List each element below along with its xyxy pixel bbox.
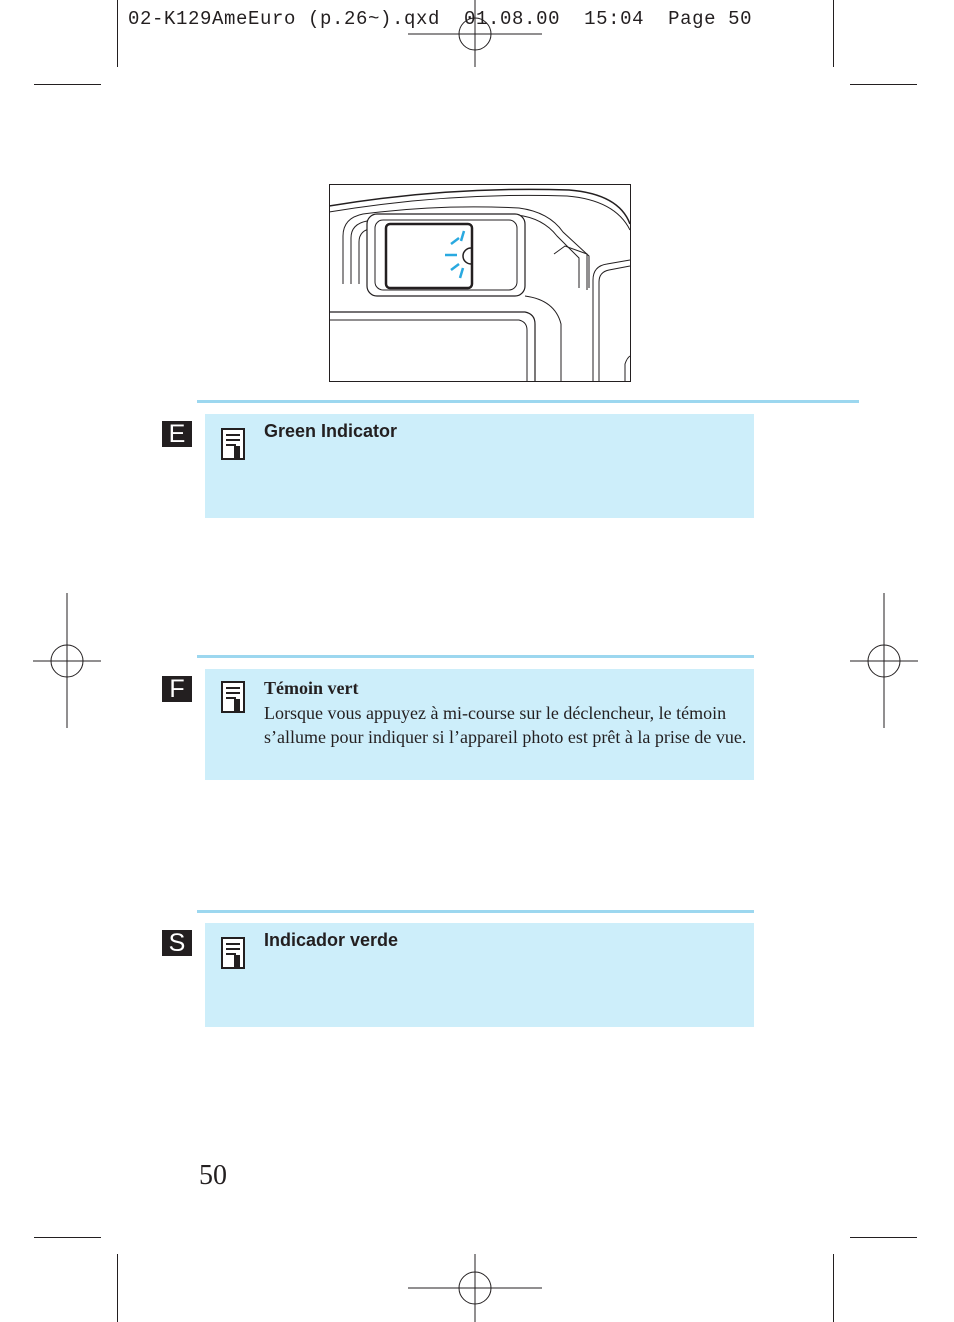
crop-mark <box>34 84 101 85</box>
language-tab-spanish: S <box>162 930 192 956</box>
note-body: Lorsque vous appuyez à mi-course sur le déclencheur, le témoin s’allume pour indiquer si l’appareil photo est prêt à la prise de vue. <box>264 703 747 747</box>
crop-mark <box>117 0 118 67</box>
registration-mark-icon <box>407 1254 545 1322</box>
crop-mark <box>850 1237 917 1238</box>
memo-note-icon <box>221 681 245 713</box>
note-title: Indicador verde <box>264 930 399 950</box>
section-rule <box>197 910 754 913</box>
viewfinder-illustration <box>329 184 631 382</box>
note-box-french <box>205 669 754 780</box>
crop-mark <box>34 1237 101 1238</box>
language-tab-english: E <box>162 421 192 447</box>
page-number: 50 <box>199 1160 227 1191</box>
registration-mark-icon <box>407 0 545 68</box>
note-title: Témoin vert <box>264 678 359 698</box>
crop-mark <box>117 1254 118 1322</box>
note-title: Green Indicator <box>264 421 398 441</box>
language-tab-french: F <box>162 676 192 702</box>
print-slug: 02-K129AmeEuro (p.26~).qxd 01.08.00 15:04 Page 50 <box>128 8 753 30</box>
crop-mark <box>850 84 917 85</box>
memo-note-icon <box>221 428 245 460</box>
crop-mark <box>833 0 834 67</box>
note-box-english <box>205 414 754 518</box>
note-box-spanish <box>205 923 754 1027</box>
section-rule <box>197 400 859 403</box>
registration-mark-icon <box>33 593 101 729</box>
registration-mark-icon <box>850 593 918 729</box>
memo-note-icon <box>221 937 245 969</box>
crop-mark <box>833 1254 834 1322</box>
section-rule <box>197 655 754 658</box>
